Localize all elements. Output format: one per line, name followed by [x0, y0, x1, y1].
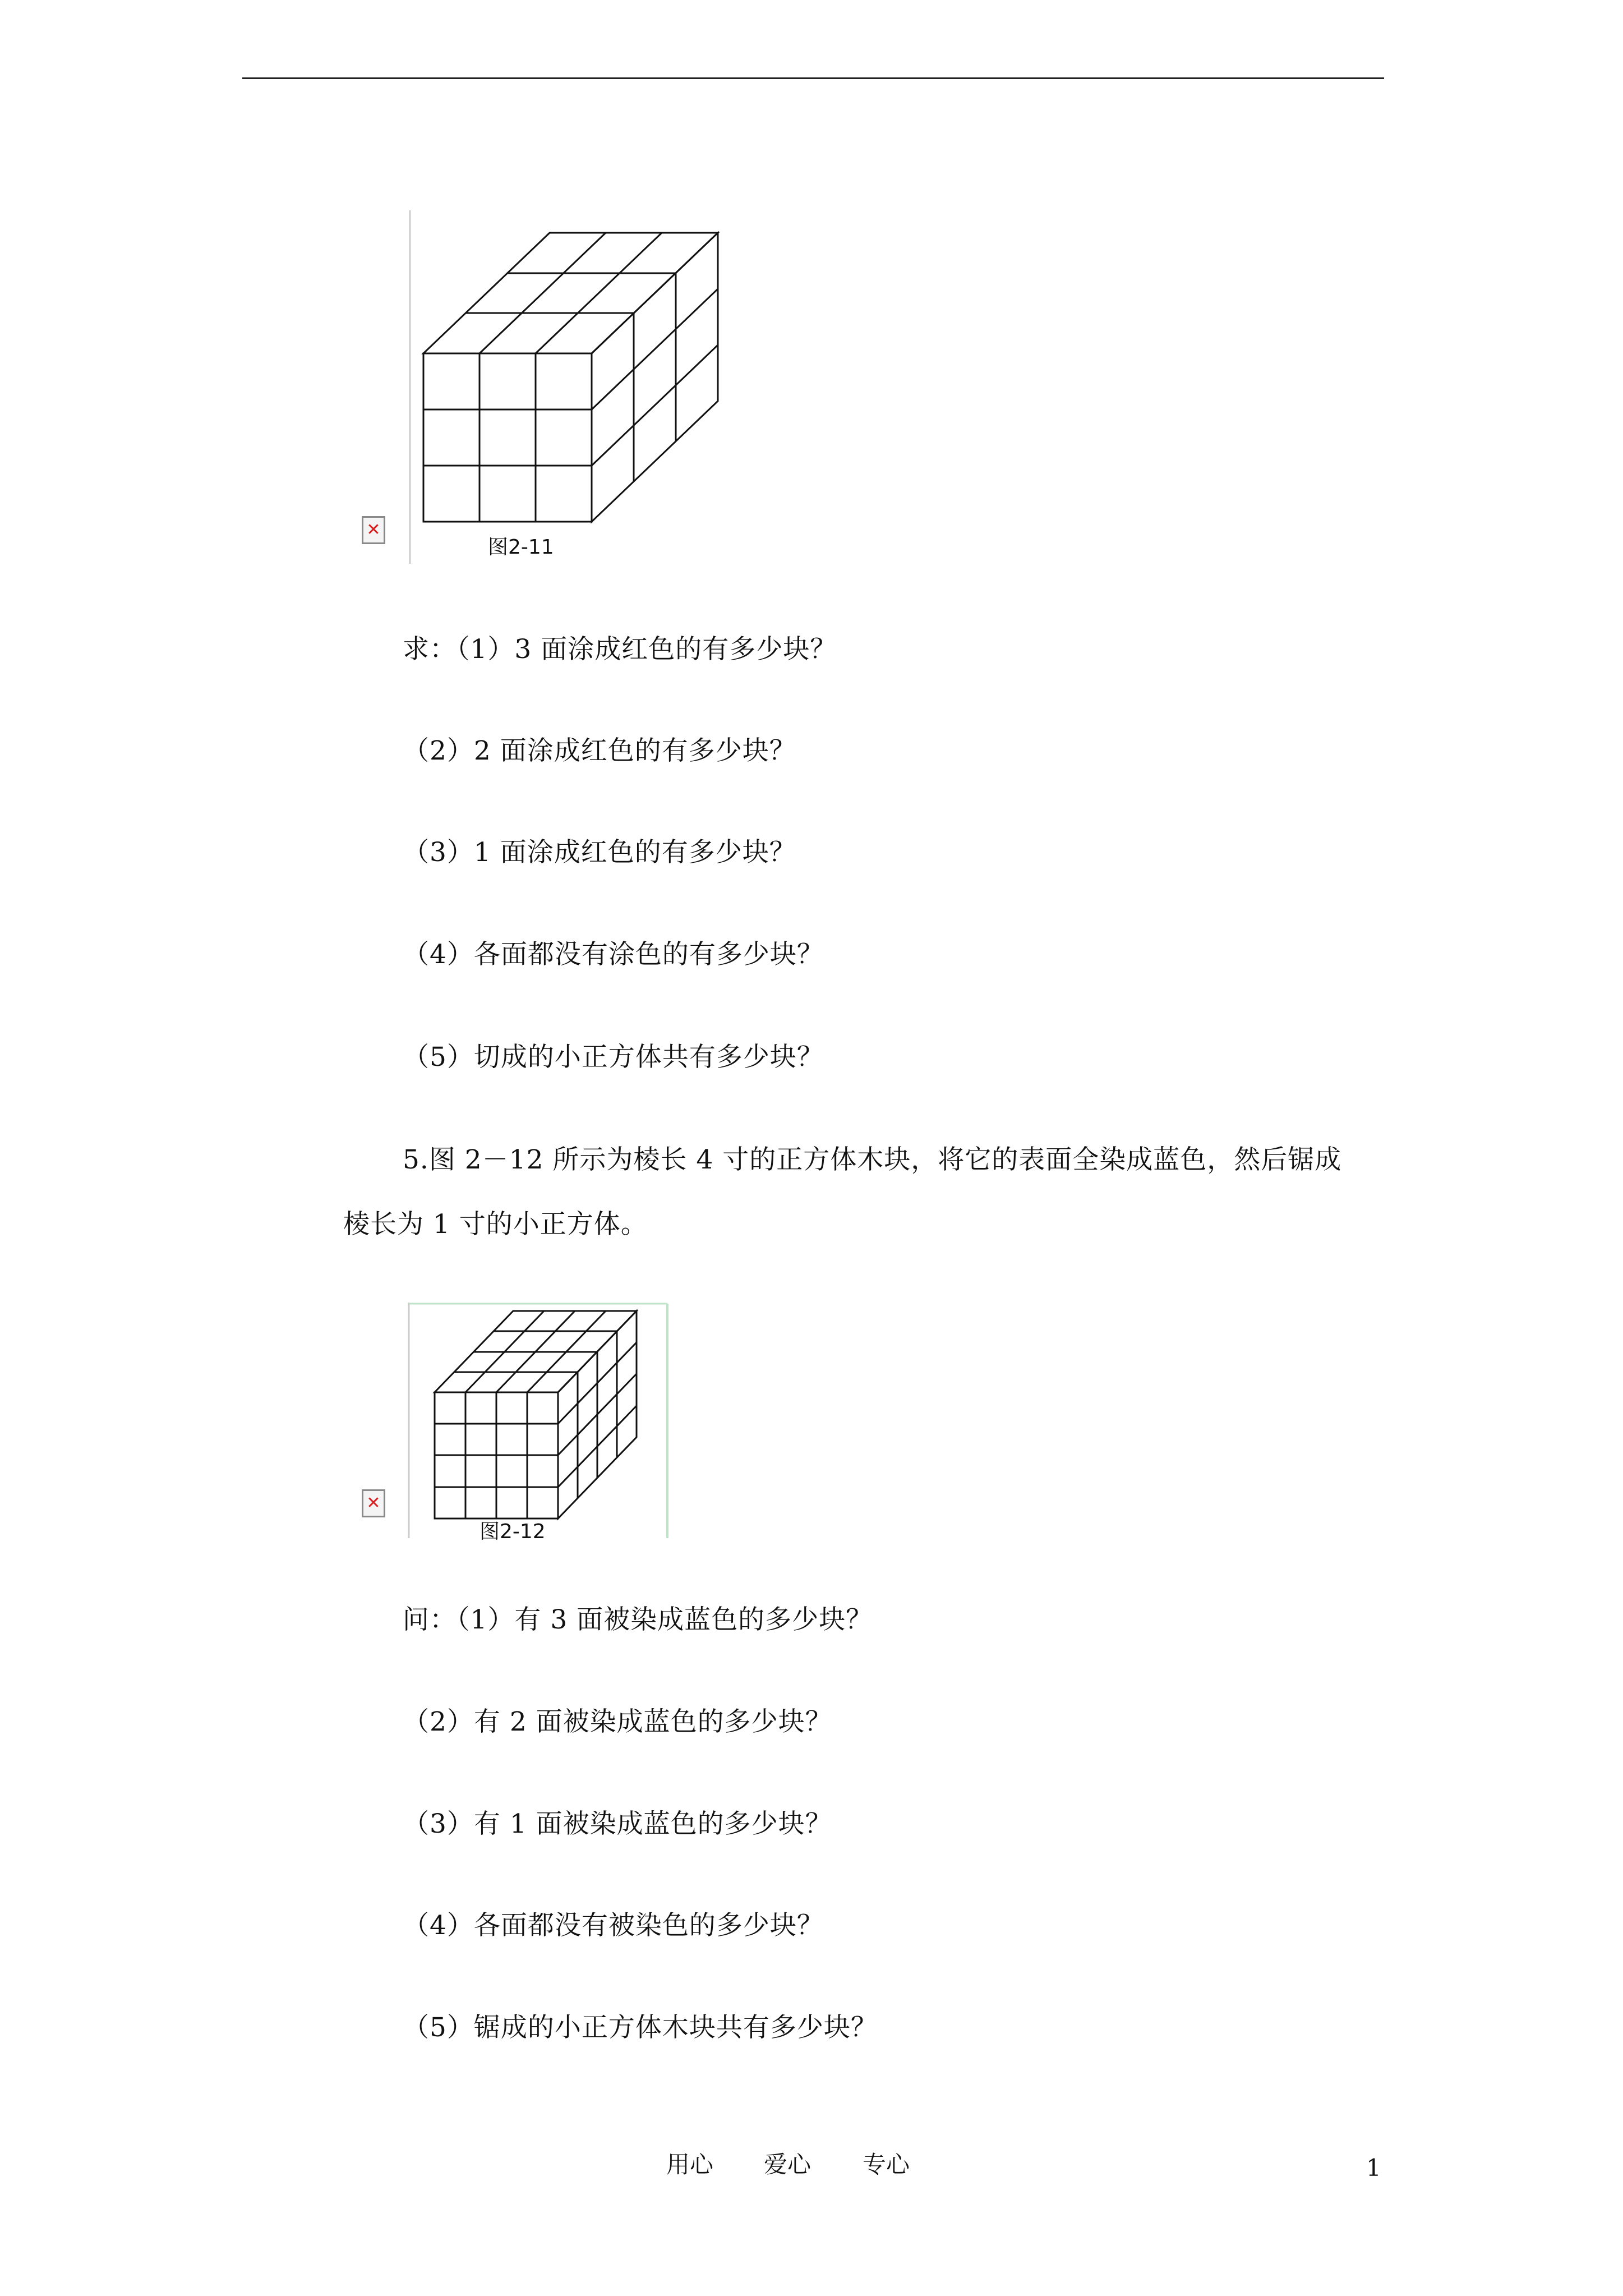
- question-4-item-4: （4）各面都没有涂色的有多少块？: [403, 939, 824, 970]
- figure-2-11: [407, 210, 732, 569]
- figure-2-11-caption: 图2-11: [488, 536, 554, 559]
- question-5-item-2: （2）有 2 面被染成蓝色的多少块？: [403, 1706, 832, 1737]
- footer-middle: 爱心: [764, 2151, 811, 2178]
- figure-2-12-caption: 图2-12: [479, 1520, 546, 1543]
- question-4-item-2: （2）2 面涂成红色的有多少块？: [403, 735, 796, 766]
- question-5-item-5: （5）锯成的小正方体木块共有多少块？: [403, 2012, 878, 2043]
- question-5-statement-line2: 棱长为 1 寸的小正方体。: [343, 1209, 648, 1240]
- figure-2-12: [407, 1303, 670, 1544]
- question-5-intro: 问：（1）有 3 面被染成蓝色的多少块？: [403, 1604, 873, 1635]
- page-number: 1: [1366, 2154, 1381, 2182]
- question-5-item-3: （3）有 1 面被染成蓝色的多少块？: [403, 1809, 832, 1839]
- question-5-item-4: （4）各面都没有被染色的多少块？: [403, 1910, 824, 1941]
- broken-image-icon: ✕: [362, 516, 385, 544]
- question-4-item-5: （5）切成的小正方体共有多少块？: [403, 1042, 824, 1073]
- header-rule: [242, 77, 1384, 79]
- question-4-item-3: （3）1 面涂成红色的有多少块？: [403, 837, 796, 868]
- footer-left: 用心: [666, 2151, 714, 2178]
- question-5-statement-line1: 5.图 2－12 所示为棱长 4 寸的正方体木块，将它的表面全染成蓝色，然后锯成: [403, 1144, 1342, 1175]
- question-4-intro: 求：（1）3 面涂成红色的有多少块？: [403, 634, 837, 665]
- broken-image-icon: ✕: [362, 1489, 385, 1517]
- footer-right: 专心: [863, 2151, 910, 2178]
